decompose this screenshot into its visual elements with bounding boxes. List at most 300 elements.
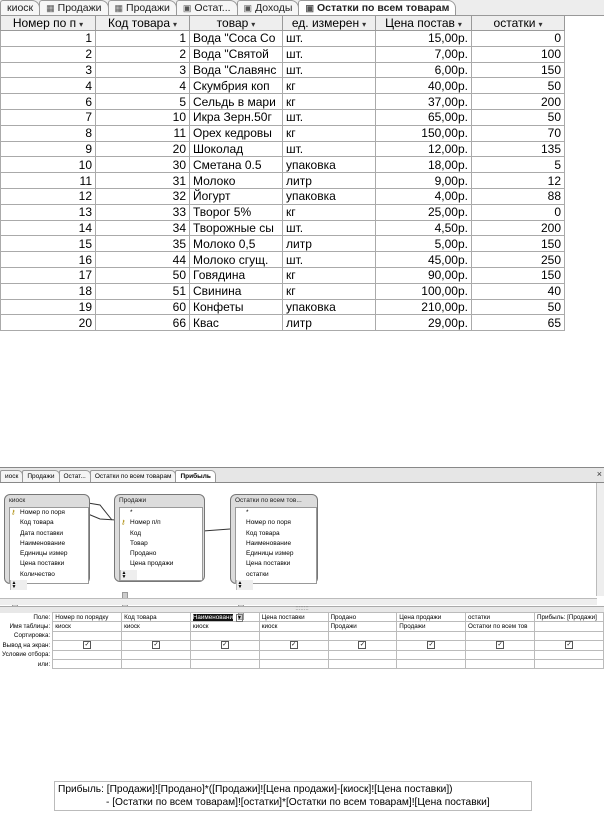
field-item[interactable] — [10, 529, 88, 539]
qbe-cell[interactable] — [259, 641, 328, 650]
qbe-row — [0, 613, 604, 622]
relationship-line — [203, 529, 230, 531]
close-icon[interactable]: × — [596, 469, 602, 479]
table-row[interactable] — [1, 283, 565, 299]
column-header[interactable] — [190, 16, 283, 31]
table-cell[interactable]: 29,00р. — [376, 315, 472, 331]
qbe-cell[interactable] — [397, 613, 466, 622]
qbe-cell[interactable] — [190, 613, 259, 622]
table-cell[interactable]: Вода "Coca Co — [190, 31, 283, 47]
table-cell[interactable]: 30 — [96, 157, 190, 173]
tab-0[interactable] — [0, 0, 40, 15]
table-cell[interactable]: 6 — [1, 94, 96, 110]
table-cell[interactable]: упаковка — [283, 299, 376, 315]
table-cell[interactable]: 100,00р. — [376, 283, 472, 299]
field-list-title[interactable]: Продажи — [119, 497, 147, 504]
table-cell[interactable]: упаковка — [283, 188, 376, 204]
column-header-label: Номер по п — [12, 16, 77, 30]
table-cell[interactable]: 31 — [96, 173, 190, 189]
table-cell[interactable]: 15,00р. — [376, 31, 472, 47]
table-cell[interactable]: 11 — [1, 173, 96, 189]
qbe-cell[interactable]: Продажи — [328, 622, 397, 631]
table-cell[interactable]: 150 — [472, 62, 565, 78]
table-row[interactable] — [1, 109, 565, 125]
table-cell[interactable]: литр — [283, 236, 376, 252]
table-cell[interactable]: 35 — [96, 236, 190, 252]
scroll-up-icon[interactable]: ▲ — [11, 580, 17, 587]
design-tab-1[interactable]: Продажи — [22, 470, 59, 482]
table-cell[interactable]: шт. — [283, 31, 376, 47]
table-icon: ▦ — [46, 3, 55, 13]
table-cell[interactable]: 150 — [472, 236, 565, 252]
show-checkbox[interactable]: ✓ — [566, 642, 572, 649]
column-header[interactable] — [472, 16, 565, 31]
tab-3[interactable] — [176, 0, 238, 15]
qbe-cell[interactable] — [466, 650, 535, 659]
qbe-cell[interactable]: киоск — [190, 622, 259, 631]
qbe-field-value: Код товара — [124, 613, 157, 621]
field-item-label: остатки — [246, 570, 269, 578]
field-item[interactable] — [236, 539, 316, 549]
field-item[interactable] — [120, 549, 202, 559]
table-row[interactable] — [1, 188, 565, 204]
table-row[interactable] — [1, 315, 565, 331]
table-cell[interactable]: 32 — [96, 188, 190, 204]
field-item-label: Цена поставки — [246, 560, 291, 568]
table-cell[interactable]: 9,00р. — [376, 173, 472, 189]
table-cell[interactable]: 12 — [1, 188, 96, 204]
field-list-table[interactable] — [114, 494, 205, 582]
qbe-cell[interactable] — [466, 659, 535, 668]
table-cell[interactable]: 0 — [472, 204, 565, 220]
scroll-down-icon[interactable]: ▼ — [121, 574, 127, 581]
qbe-cell[interactable] — [328, 641, 397, 650]
scroll-down-icon[interactable]: ▼ — [237, 584, 243, 591]
table-cell[interactable]: 33 — [96, 204, 190, 220]
table-cell[interactable]: 66 — [96, 315, 190, 331]
table-cell[interactable]: 40 — [472, 283, 565, 299]
qbe-cell[interactable] — [122, 659, 191, 668]
field-item-label: Наименование — [20, 539, 66, 547]
qbe-cell[interactable] — [122, 641, 191, 650]
table-cell[interactable]: кг — [283, 283, 376, 299]
qbe-cell[interactable]: Остатки по всем тов — [466, 622, 535, 631]
table-cell[interactable]: 51 — [96, 283, 190, 299]
field-item[interactable] — [236, 518, 316, 528]
table-cell[interactable]: 50 — [472, 78, 565, 94]
table-cell[interactable]: 1 — [1, 31, 96, 47]
field-item-label: Код товара — [20, 519, 54, 527]
field-item[interactable] — [10, 518, 88, 528]
field-item-label: Цена поставки — [20, 560, 65, 568]
tab-label: Продажи — [126, 2, 170, 14]
field-item[interactable] — [120, 539, 202, 549]
table-cell[interactable]: 19 — [1, 299, 96, 315]
table-cell[interactable]: 10 — [96, 109, 190, 125]
table-cell[interactable]: 17 — [1, 267, 96, 283]
qbe-cell[interactable] — [53, 659, 122, 668]
field-item[interactable] — [236, 570, 316, 580]
tab-label: Остат... — [194, 2, 231, 14]
table-cell[interactable]: Йогурт — [190, 188, 283, 204]
table-cell[interactable]: 5 — [472, 157, 565, 173]
qbe-cell[interactable] — [190, 659, 259, 668]
primary-key-icon: ⚷ — [121, 520, 126, 527]
table-cell[interactable]: кг — [283, 125, 376, 141]
qbe-cell[interactable] — [190, 650, 259, 659]
qbe-row — [0, 631, 604, 640]
column-header[interactable] — [283, 16, 376, 31]
field-item[interactable] — [236, 559, 316, 569]
table-cell[interactable]: Орех кедровы — [190, 125, 283, 141]
field-item[interactable] — [120, 529, 202, 539]
table-cell[interactable]: кг — [283, 78, 376, 94]
field-list-table[interactable] — [4, 494, 90, 591]
design-tab-3[interactable]: Остатки по всем товарам — [90, 470, 177, 482]
qbe-cell[interactable] — [328, 631, 397, 640]
qbe-cell[interactable] — [259, 659, 328, 668]
qbe-field-value: Номер по порядку — [55, 613, 109, 621]
table-cell[interactable]: 12 — [472, 173, 565, 189]
tab-label: Остатки по всем товарам — [316, 2, 450, 14]
table-cell[interactable]: 88 — [472, 188, 565, 204]
table-row[interactable] — [1, 173, 565, 189]
sort-dropdown-icon[interactable]: ▾ — [457, 20, 462, 29]
field-list-table[interactable] — [230, 494, 318, 591]
tab-4[interactable] — [237, 0, 300, 15]
field-list-scrollbar[interactable] — [236, 580, 253, 590]
sort-dropdown-icon[interactable]: ▾ — [362, 20, 367, 29]
table-cell[interactable]: 20 — [1, 315, 96, 331]
field-item[interactable] — [10, 559, 88, 569]
table-cell[interactable]: Говядина — [190, 267, 283, 283]
field-item[interactable] — [10, 539, 88, 549]
table-cell[interactable]: шт. — [283, 109, 376, 125]
qbe-cell[interactable] — [534, 613, 603, 622]
table-cell[interactable]: 14 — [1, 220, 96, 236]
show-checkbox[interactable]: ✓ — [428, 642, 434, 649]
table-cell[interactable]: 8 — [1, 125, 96, 141]
qbe-row-label: Условие отбора: — [0, 650, 53, 659]
table-row[interactable] — [1, 157, 565, 173]
qbe-field-value: Цена поставки — [261, 613, 305, 621]
table-cell[interactable]: 6,00р. — [376, 62, 472, 78]
table-cell[interactable]: 5 — [96, 94, 190, 110]
table-cell[interactable]: 4 — [1, 78, 96, 94]
field-list — [9, 507, 89, 591]
field-item[interactable] — [10, 570, 88, 580]
query-design-window — [0, 467, 604, 676]
table-cell[interactable]: 18 — [1, 283, 96, 299]
qbe-cell[interactable] — [534, 650, 603, 659]
show-checkbox[interactable]: ✓ — [291, 642, 297, 649]
design-tab-4[interactable]: Прибыль — [175, 470, 215, 482]
qbe-cell[interactable] — [328, 659, 397, 668]
table-cell[interactable]: шт. — [283, 62, 376, 78]
table-cell[interactable]: литр — [283, 173, 376, 189]
table-cell[interactable]: 9 — [1, 141, 96, 157]
table-cell[interactable]: 4,50р. — [376, 220, 472, 236]
table-row[interactable] — [1, 204, 565, 220]
table-cell[interactable]: 13 — [1, 204, 96, 220]
table-cell[interactable]: Творожные сы — [190, 220, 283, 236]
table-cell[interactable]: кг — [283, 267, 376, 283]
table-cell[interactable]: 7 — [1, 109, 96, 125]
qbe-cell[interactable] — [534, 659, 603, 668]
field-item[interactable] — [10, 508, 88, 518]
table-cell[interactable]: 150,00р. — [376, 125, 472, 141]
table-pane — [0, 483, 597, 598]
sort-dropdown-icon[interactable]: ▾ — [538, 20, 543, 29]
tab-1[interactable] — [39, 0, 108, 15]
relationship-line — [88, 503, 112, 520]
qbe-cell[interactable] — [259, 613, 328, 622]
table-cell[interactable]: кг — [283, 204, 376, 220]
table-cell[interactable]: 1 — [96, 31, 190, 47]
tab-label: киоск — [7, 2, 34, 14]
qbe-field-value: Цена продажи — [399, 613, 442, 621]
field-item[interactable] — [120, 508, 202, 518]
field-item[interactable] — [236, 508, 316, 518]
column-header[interactable] — [96, 16, 190, 31]
table-cell[interactable]: шт. — [283, 220, 376, 236]
field-item[interactable] — [10, 549, 88, 559]
table-cell[interactable]: Скумбрия коп — [190, 78, 283, 94]
table-cell[interactable]: шт. — [283, 141, 376, 157]
field-list — [119, 507, 203, 581]
qbe-cell[interactable] — [397, 659, 466, 668]
pane-horizontal-scrollbar[interactable] — [0, 598, 597, 605]
table-row[interactable] — [1, 267, 565, 283]
qbe-row-label: Вывод на экран: — [0, 641, 53, 650]
table-cell[interactable]: 100 — [472, 46, 565, 62]
table-row[interactable] — [1, 299, 565, 315]
field-item-label: Код товара — [246, 529, 280, 537]
qbe-row — [0, 650, 604, 659]
qbe-cell[interactable] — [397, 650, 466, 659]
table-cell[interactable]: 250 — [472, 252, 565, 268]
table-cell[interactable]: Вода "Славянс — [190, 62, 283, 78]
qbe-cell[interactable]: Продажи — [397, 622, 466, 631]
scroll-up-icon[interactable]: ▲ — [121, 569, 127, 576]
table-cell[interactable]: 45,00р. — [376, 252, 472, 268]
table-row[interactable] — [1, 141, 565, 157]
field-dropdown-icon[interactable]: ▼ — [237, 614, 242, 621]
qbe-cell[interactable] — [534, 622, 603, 631]
scroll-down-icon[interactable]: ▼ — [11, 584, 17, 591]
table-cell[interactable]: 3 — [1, 62, 96, 78]
sort-dropdown-icon[interactable]: ▾ — [251, 20, 256, 29]
column-header[interactable] — [1, 16, 96, 31]
field-item-label: Код — [130, 529, 142, 537]
qbe-row — [0, 659, 604, 668]
table-cell[interactable]: 200 — [472, 94, 565, 110]
table-cell[interactable]: Молоко сгущ. — [190, 252, 283, 268]
design-tab-0[interactable]: иоск — [0, 470, 23, 482]
tab-2[interactable] — [108, 0, 177, 15]
field-item[interactable] — [120, 559, 202, 569]
table-row[interactable] — [1, 94, 565, 110]
field-list — [235, 507, 317, 591]
table-cell[interactable]: Конфеты — [190, 299, 283, 315]
table-cell[interactable]: 7,00р. — [376, 46, 472, 62]
table-cell[interactable]: 4 — [96, 78, 190, 94]
qbe-cell[interactable] — [466, 631, 535, 640]
qbe-cell[interactable] — [534, 631, 603, 640]
show-checkbox[interactable]: ✓ — [497, 642, 503, 649]
table-cell[interactable]: Шоколад — [190, 141, 283, 157]
table-cell[interactable]: 65,00р. — [376, 109, 472, 125]
show-checkbox[interactable]: ✓ — [359, 642, 365, 649]
show-checkbox[interactable]: ✓ — [153, 642, 159, 649]
sort-dropdown-icon[interactable]: ▾ — [173, 20, 178, 29]
table-cell[interactable]: Квас — [190, 315, 283, 331]
table-cell[interactable]: 200 — [472, 220, 565, 236]
table-cell[interactable]: Молоко 0,5 — [190, 236, 283, 252]
table-cell[interactable]: 50 — [472, 109, 565, 125]
table-cell[interactable]: кг — [283, 94, 376, 110]
table-row[interactable] — [1, 78, 565, 94]
table-cell[interactable]: 12,00р. — [376, 141, 472, 157]
qbe-cell[interactable]: киоск — [53, 622, 122, 631]
sort-dropdown-icon[interactable]: ▾ — [79, 20, 84, 29]
query-icon: ▣ — [182, 3, 192, 13]
table-cell[interactable]: шт. — [283, 46, 376, 62]
qbe-cell[interactable]: киоск — [122, 622, 191, 631]
table-cell[interactable]: 37,00р. — [376, 94, 472, 110]
qbe-cell[interactable] — [190, 641, 259, 650]
table-cell[interactable]: 0 — [472, 31, 565, 47]
field-item-label: Номер по поря — [246, 519, 291, 527]
table-cell[interactable]: 10 — [1, 157, 96, 173]
field-list-title[interactable]: киоск — [9, 497, 26, 504]
qbe-cell[interactable] — [259, 650, 328, 659]
table-row[interactable] — [1, 252, 565, 268]
qbe-cell[interactable] — [190, 631, 259, 640]
field-list-scrollbar[interactable] — [120, 570, 137, 580]
field-item-label: Единицы измер — [246, 550, 294, 558]
column-header[interactable] — [376, 16, 472, 31]
table-row[interactable] — [1, 236, 565, 252]
table-row[interactable] — [1, 31, 565, 47]
table-cell[interactable]: упаковка — [283, 157, 376, 173]
table-cell[interactable]: 70 — [472, 125, 565, 141]
qbe-cell[interactable] — [122, 613, 191, 622]
table-row[interactable] — [1, 62, 565, 78]
qbe-cell[interactable] — [53, 641, 122, 650]
table-row[interactable] — [1, 46, 565, 62]
qbe-row-label: Сортировка: — [0, 631, 53, 640]
table-cell[interactable]: 210,00р. — [376, 299, 472, 315]
table-cell[interactable]: 150 — [472, 267, 565, 283]
table-cell[interactable]: 3 — [96, 62, 190, 78]
pane-vertical-scrollbar[interactable] — [596, 483, 604, 596]
table-cell[interactable]: 2 — [96, 46, 190, 62]
show-checkbox[interactable]: ✓ — [222, 642, 228, 649]
table-cell[interactable]: 65 — [472, 315, 565, 331]
table-cell[interactable]: Сметана 0.5 — [190, 157, 283, 173]
qbe-row — [0, 622, 604, 631]
qbe-cell[interactable] — [53, 613, 122, 622]
show-checkbox[interactable]: ✓ — [84, 642, 90, 649]
qbe-cell[interactable] — [466, 613, 535, 622]
design-tab-bar — [0, 468, 604, 483]
table-cell[interactable]: 34 — [96, 220, 190, 236]
table-cell[interactable]: 44 — [96, 252, 190, 268]
table-cell[interactable]: 11 — [96, 125, 190, 141]
column-header-label: ед. измерен — [291, 16, 360, 30]
qbe-cell[interactable] — [259, 631, 328, 640]
qbe-cell[interactable] — [53, 650, 122, 659]
table-cell[interactable]: 90,00р. — [376, 267, 472, 283]
field-item-label: Продано — [130, 550, 157, 558]
field-item-label: * — [130, 509, 133, 516]
field-list-scrollbar[interactable] — [10, 580, 27, 590]
table-cell[interactable]: литр — [283, 315, 376, 331]
table-cell[interactable]: 18,00р. — [376, 157, 472, 173]
table-cell[interactable]: шт. — [283, 252, 376, 268]
table-cell[interactable]: 50 — [96, 267, 190, 283]
qbe-field-value: остатки — [468, 613, 491, 621]
field-item-label: * — [246, 509, 249, 516]
table-cell[interactable]: Творог 5% — [190, 204, 283, 220]
table-cell[interactable]: Молоко — [190, 173, 283, 189]
design-tab-2[interactable]: Остат... — [59, 470, 91, 482]
table-cell[interactable]: 2 — [1, 46, 96, 62]
qbe-cell[interactable] — [397, 641, 466, 650]
qbe-cell[interactable] — [328, 650, 397, 659]
table-cell[interactable]: 20 — [96, 141, 190, 157]
qbe-cell[interactable] — [122, 631, 191, 640]
table-cell[interactable]: Сельдь в мари — [190, 94, 283, 110]
field-list-title[interactable]: Остатки по всем тов... — [235, 497, 302, 504]
table-cell[interactable]: 135 — [472, 141, 565, 157]
table-cell[interactable]: 16 — [1, 252, 96, 268]
field-item-label: Номер по поря — [20, 509, 65, 516]
qbe-cell[interactable] — [534, 641, 603, 650]
expression-formula — [54, 781, 532, 811]
table-cell[interactable]: Свинина — [190, 283, 283, 299]
qbe-cell[interactable] — [328, 613, 397, 622]
field-item[interactable] — [236, 549, 316, 559]
scroll-up-icon[interactable]: ▲ — [237, 580, 243, 587]
table-cell[interactable]: Вода "Святой — [190, 46, 283, 62]
table-cell[interactable]: 5,00р. — [376, 236, 472, 252]
table-cell[interactable]: Икра Зерн.50г — [190, 109, 283, 125]
field-item[interactable] — [236, 529, 316, 539]
table-cell[interactable]: 25,00р. — [376, 204, 472, 220]
table-row[interactable] — [1, 125, 565, 141]
table-cell[interactable]: 60 — [96, 299, 190, 315]
field-item[interactable] — [120, 518, 202, 528]
qbe-cell[interactable]: киоск — [259, 622, 328, 631]
pane-splitter[interactable]: :::::::: — [0, 606, 604, 613]
table-cell[interactable]: 15 — [1, 236, 96, 252]
column-header-label: остатки — [493, 16, 536, 30]
field-item-label: Товар — [130, 539, 148, 547]
table-cell[interactable]: 40,00р. — [376, 78, 472, 94]
column-header-label: Цена постав — [385, 16, 455, 30]
datasheet-grid — [0, 15, 565, 331]
table-cell[interactable]: 4,00р. — [376, 188, 472, 204]
table-row[interactable] — [1, 220, 565, 236]
qbe-cell[interactable] — [466, 641, 535, 650]
qbe-cell[interactable] — [397, 631, 466, 640]
tab-5[interactable] — [298, 0, 456, 15]
qbe-cell[interactable] — [53, 631, 122, 640]
table-cell[interactable]: 50 — [472, 299, 565, 315]
qbe-cell[interactable] — [122, 650, 191, 659]
